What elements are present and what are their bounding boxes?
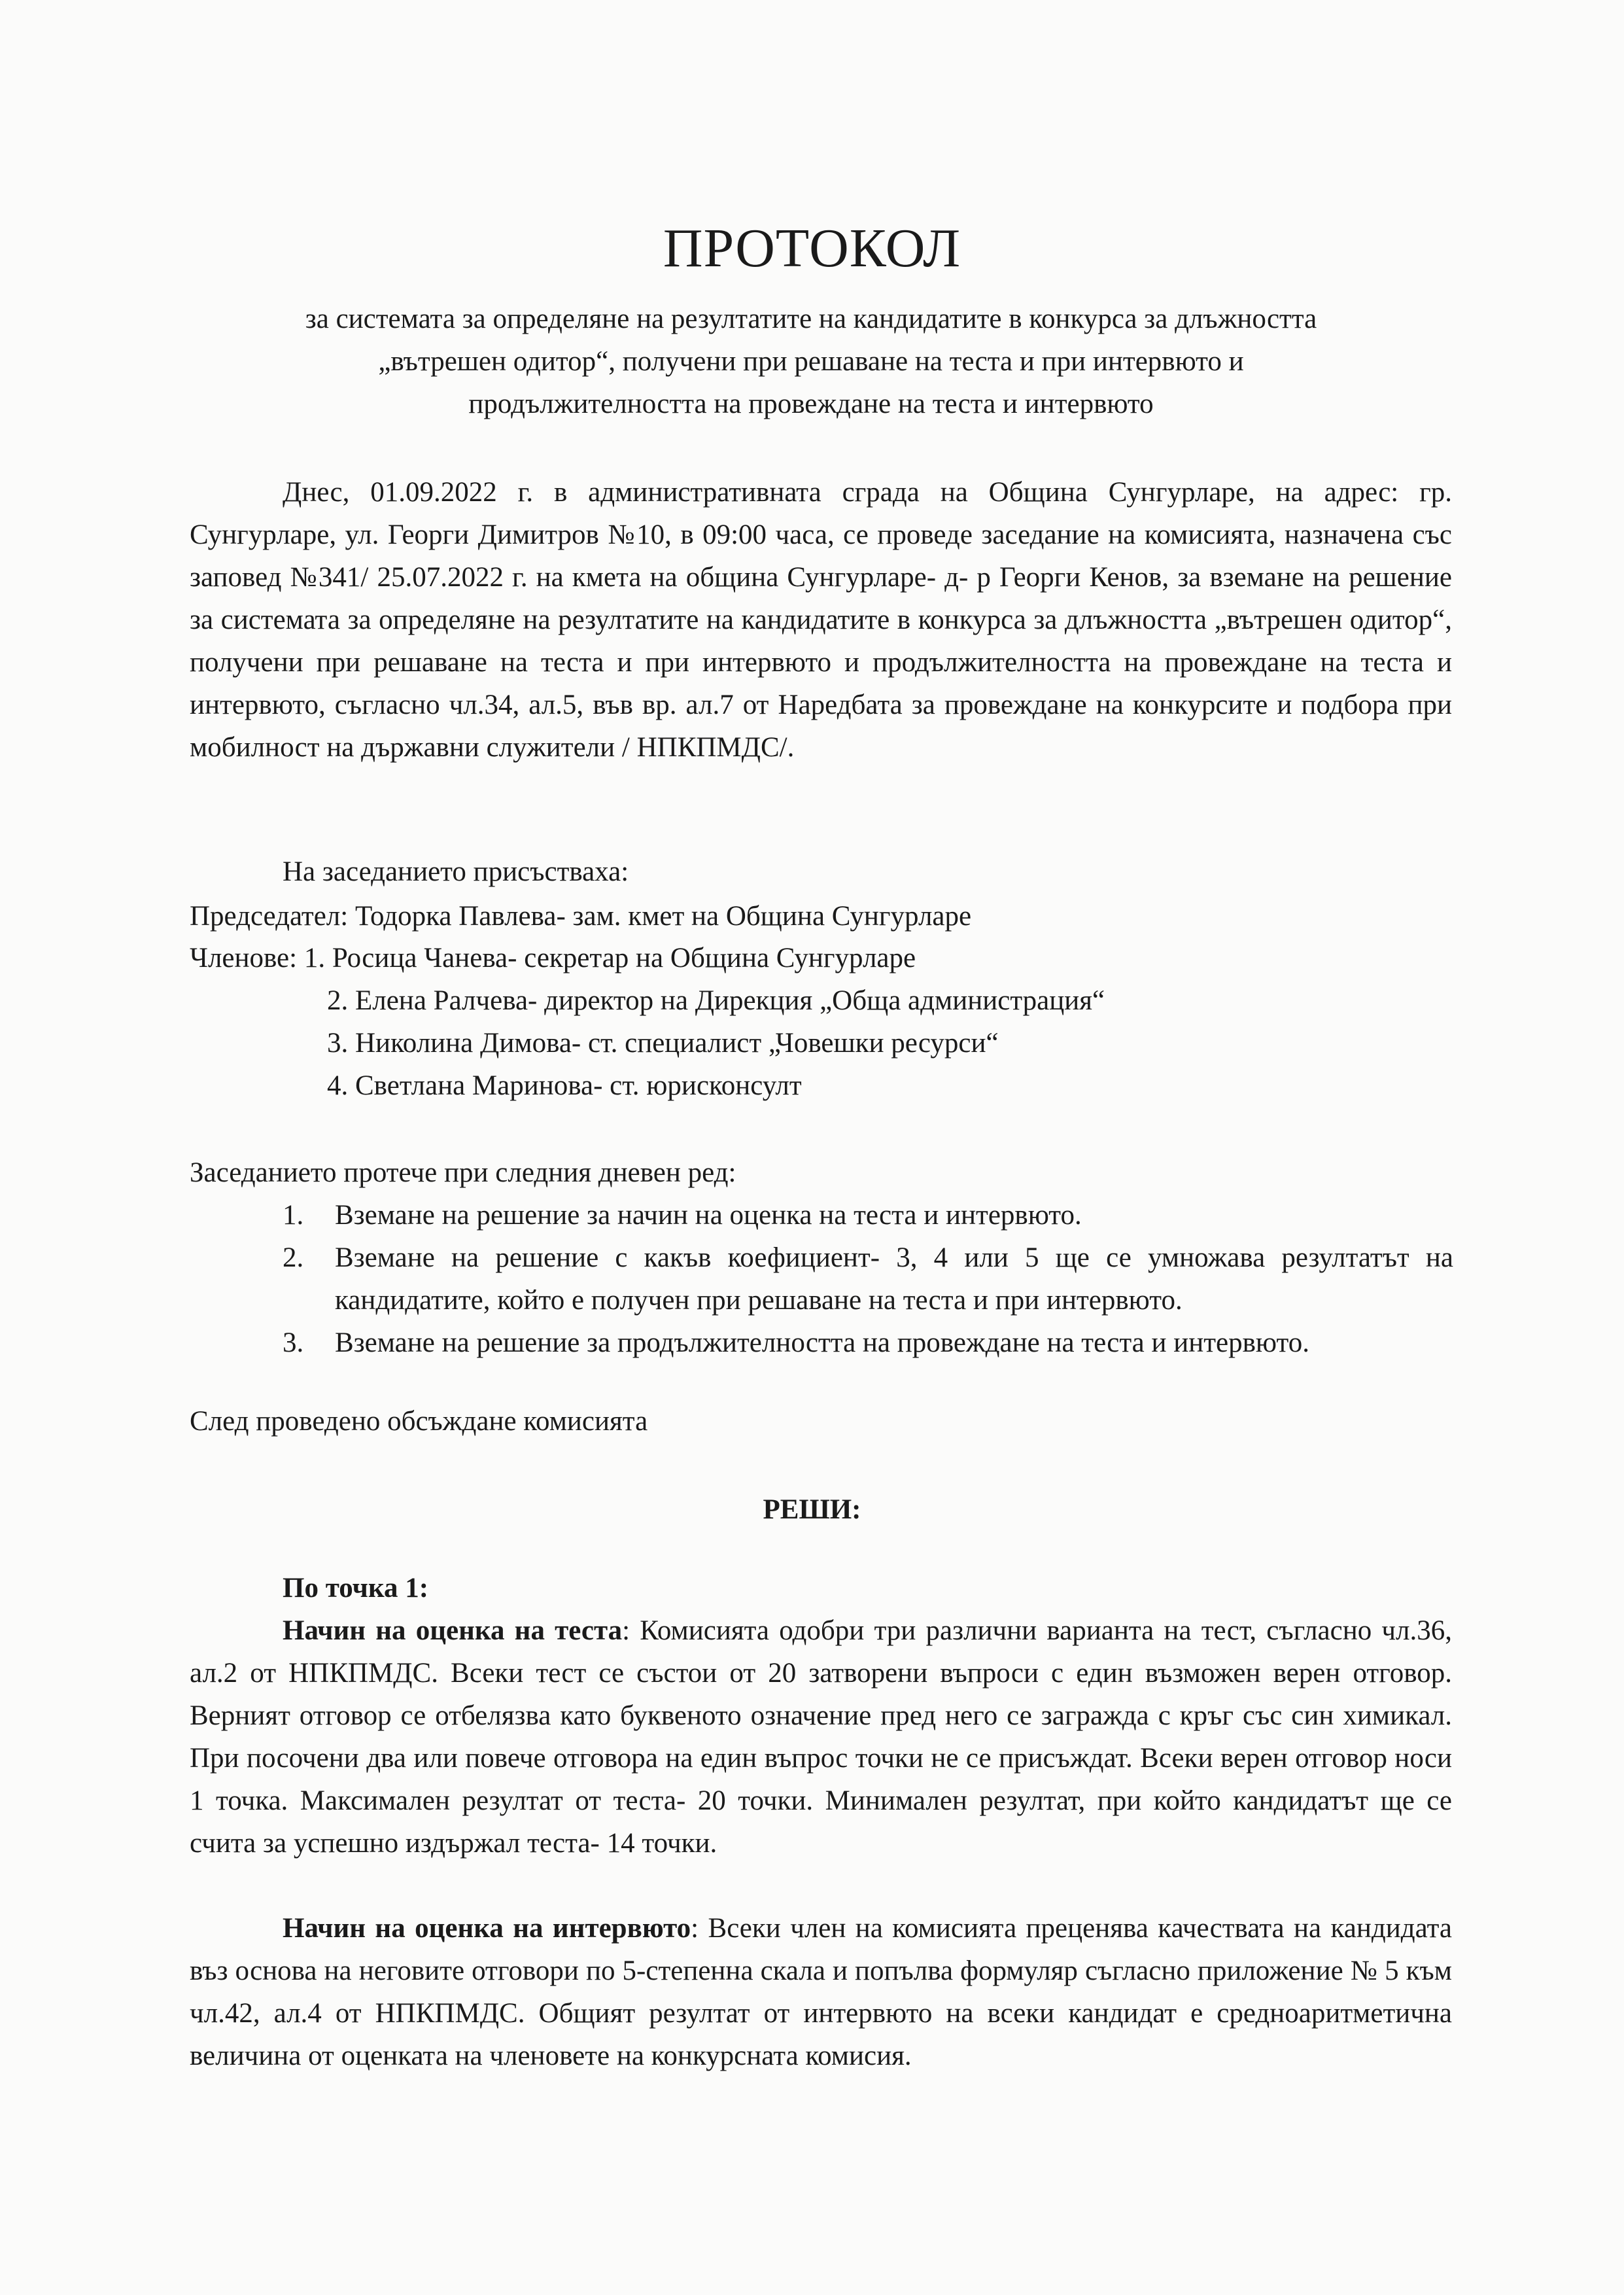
interview-evaluation-text: : Всеки член на комисията преценява качествата на кандидата въз основа на неговите отговори по 5-степенна скала и попълва формуляр съгласно приложение № 5 към чл.42, ал.4 от НПКПМДС. Общият резултат от интервюто на всеки кандидат е средноаритметична величина от оценката на членовете на конкурсната комисия.: [190, 1913, 1452, 2071]
subtitle-line: продължителността на провеждане на теста и интервюто: [468, 389, 1154, 419]
document-subtitle: [170, 298, 1452, 425]
test-evaluation-text: : Комисията одобри три различни варианта на тест, съгласно чл.36, ал.2 от НПКПМДС. Всеки тест се състои от 20 затворени въпроси с един възможен верен отговор. Верният отговор се отбелязва като буквеното означение пред него се загражда с кръг със син химикал. При посочени два или повече отговора на един въпрос точки не се присъждат. Всеки верен отговор носи 1 точка. Максимален резултат от теста- 20 точки. Минимален резултат, при който кандидатът ще се счита за успешно издържал теста- 14 точки.: [190, 1615, 1452, 1859]
agenda-item: [283, 1194, 1453, 1236]
document-title: ПРОТОКОЛ: [663, 218, 961, 279]
members-heading: Членове: 1. Росица Чанева- секретар на Община Сунгурларе: [190, 943, 916, 973]
subtitle-line: „вътрешен одитор“, получени при решаване на теста и при интервюто и: [378, 346, 1244, 377]
member-item: 2. Елена Ралчева- директор на Дирекция „Обща администрация“: [327, 985, 1105, 1016]
agenda-item: [283, 1322, 1453, 1364]
agenda-number: 1.: [283, 1200, 304, 1231]
agenda-text: Вземане на решение за начин на оценка на теста и интервюто.: [335, 1200, 1082, 1231]
member-item: 4. Светлана Маринова- ст. юрисконсулт: [327, 1070, 802, 1101]
decision-heading: РЕШИ:: [763, 1494, 861, 1525]
point-1-heading: По точка 1:: [283, 1573, 429, 1603]
agenda-text: Вземане на решение за продължителността на провеждане на теста и интервюто.: [335, 1327, 1309, 1358]
agenda-number: 2.: [283, 1242, 304, 1273]
subtitle-line: за системата за определяне на резултатите на кандидатите в конкурса за длъжността: [305, 304, 1317, 334]
agenda-heading: Заседанието протече при следния дневен ред:: [190, 1157, 736, 1188]
test-evaluation-paragraph: [190, 1609, 1452, 1865]
intro-paragraph: Днес, 01.09.2022 г. в административната сграда на Община Сунгурларе, на адрес: гр. Сунгурларе, ул. Георги Димитров №10, в 09:00 часа, се проведе заседание на комисията, назначена със заповед №341/ 25.07.2022 г. на кмета на община Сунгурларе- д- р Георги Кенов, за вземане на решение за системата за определяне на резултатите на кандидатите в конкурса за длъжността „вътрешен одитор“, получени при решаване на теста и при интервюто и продължителността на провеждане на теста и интервюто, съгласно чл.34, ал.5, във вр. ал.7 от Наредбата за провеждане на конкурсите и подбора при мобилност на държавни служители / НПКПМДС/.: [190, 477, 1452, 763]
after-discussion-line: След проведено обсъждане комисията: [190, 1406, 648, 1437]
agenda-list: [283, 1194, 1453, 1364]
member-item: 3. Николина Димова- ст. специалист „Човешки ресурси“: [327, 1028, 999, 1059]
interview-evaluation-paragraph: [190, 1907, 1452, 2077]
agenda-item: [283, 1236, 1453, 1322]
test-evaluation-label: Начин на оценка на теста: [283, 1615, 623, 1646]
agenda-text: Вземане на решение с какъв коефициент- 3, 4 или 5 ще се умножава резултатът на кандидатите, който е получен при решаване на теста и при интервюто.: [335, 1242, 1453, 1316]
chairman-line: Председател: Тодорка Павлева- зам. кмет на Община Сунгурларе: [190, 901, 972, 932]
agenda-number: 3.: [283, 1327, 304, 1358]
attended-heading: На заседанието присъстваха:: [283, 856, 629, 887]
interview-evaluation-label: Начин на оценка на интервюто: [283, 1913, 691, 1944]
